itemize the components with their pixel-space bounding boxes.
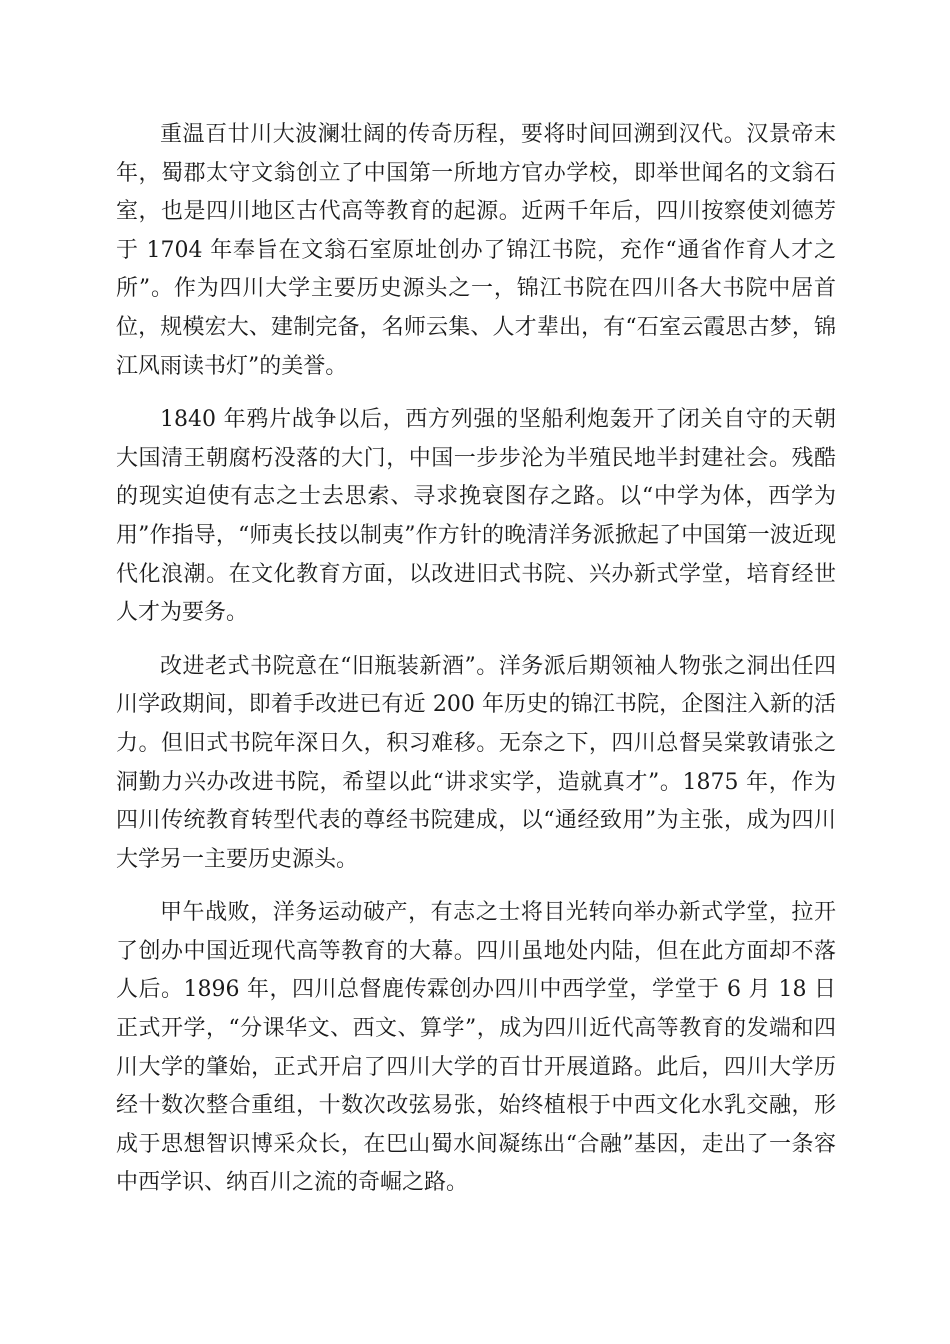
paragraph-opium-war: 1840 年鸦片战争以后，西方列强的坚船利炮轰开了闭关自守的天朝大国清王朝腐朽没落的大门，中国一步步沦为半殖民地半封建社会。残酷的现实迫使有志之士去思索、寻求挽衰图存之路。以“中学为体，西学为用”作指导，“师夷长技以制夷”作方针的晚清洋务派掀起了中国第一波近现代化浪潮。在文化教育方面，以改进旧式书院、兴办新式学堂，培育经世人才为要务。 — [116, 407, 836, 626]
paragraph-zunjing-academy: 改进老式书院意在“旧瓶装新酒”。洋务派后期领袖人物张之洞出任四川学政期间，即着手改进已有近 200 年历史的锦江书院，企图注入新的活力。但旧式书院年深日久，积习难移。无奈之下，四川总督吴棠敦请张之洞勤力兴办改进书院，希望以此“讲求实学，造就真才”。1875 年，作为四川传统教育转型代表的尊经书院建成，以“通经致用”为主张，成为四川大学另一主要历史源头。 — [116, 653, 836, 872]
document-page — [116, 116, 836, 1218]
paragraph-wenweng-origin: 重温百廿川大波澜壮阔的传奇历程，要将时间回溯到汉代。汉景帝末年，蜀郡太守文翁创立了中国第一所地方官办学校，即举世闻名的文翁石室，也是四川地区古代高等教育的起源。近两千年后，四川按察使刘德芳于 1704 年奉旨在文翁石室原址创办了锦江书院，充作“通省作育人才之所”。作为四川大学主要历史源头之一，锦江书院在四川各大书院中居首位，规模宏大、建制完备，名师云集、人才辈出，有“石室云霞思古梦，锦江风雨读书灯”的美誉。 — [116, 122, 836, 379]
paragraph-sichuan-western-school: 甲午战败，洋务运动破产，有志之士将目光转向举办新式学堂，拉开了创办中国近现代高等教育的大幕。四川虽地处内陆，但在此方面却不落人后。1896 年，四川总督鹿传霖创办四川中西学堂，学堂于 6 月 18 日正式开学，“分课华文、西文、算学”，成为四川近代高等教育的发端和四川大学的肇始，正式开启了四川大学的百廿开展道路。此后，四川大学历经十数次整合重组，十数次改弦易张，始终植根于中西文化水乳交融，形成于思想智识博采众长，在巴山蜀水间凝练出“合融”基因，走出了一条容中西学识、纳百川之流的奇崛之路。 — [116, 900, 836, 1196]
